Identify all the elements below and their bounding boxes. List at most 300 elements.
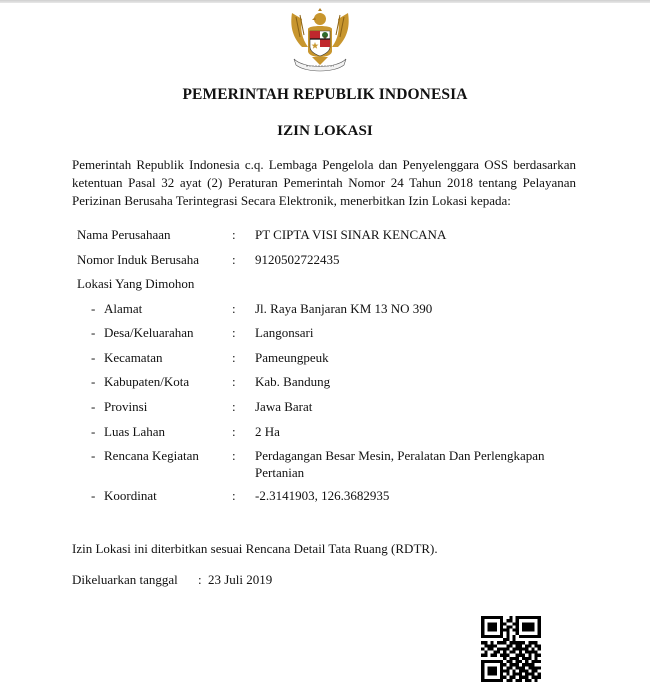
- qr-module: [538, 647, 541, 650]
- qr-module: [522, 647, 525, 650]
- qr-module: [503, 641, 506, 644]
- qr-module: [500, 676, 503, 679]
- qr-module: [487, 669, 490, 672]
- intro-paragraph: [72, 156, 576, 210]
- qr-module: [500, 647, 503, 650]
- qr-module: [522, 629, 525, 632]
- bullet-dash: -: [91, 301, 96, 316]
- qr-module: [500, 619, 503, 622]
- qr-module: [503, 657, 506, 660]
- qr-module: [500, 635, 503, 638]
- qr-module: [491, 641, 494, 644]
- qr-module: [538, 676, 541, 679]
- nib-label: Nomor Induk Berusaha: [77, 252, 200, 267]
- qr-module: [484, 635, 487, 638]
- qr-module: [509, 644, 512, 647]
- qr-module: [481, 616, 484, 619]
- qr-module: [509, 619, 512, 622]
- qr-module: [535, 660, 538, 663]
- qr-module: [525, 676, 528, 679]
- qr-module: [531, 647, 534, 650]
- qr-module: [506, 638, 509, 641]
- qr-module: [494, 622, 497, 625]
- qr-module: [535, 669, 538, 672]
- qr-module: [484, 654, 487, 657]
- issued-row: [0, 571, 650, 588]
- qr-module: [516, 647, 519, 650]
- location-label: Provinsi: [104, 399, 148, 414]
- qr-module: [487, 625, 490, 628]
- location-label: Alamat: [104, 301, 143, 316]
- qr-module: [513, 669, 516, 672]
- qr-module: [491, 616, 494, 619]
- intro-line: ketentuan Pasal 32 ayat (2) Peraturan Pemerintah Nomor 24 Tahun 2018 tentang Pelayanan: [72, 175, 576, 190]
- intro-line: Pemerintah Republik Indonesia c.q. Lembaga Pengelola dan Penyelenggara OSS berdasarkan: [72, 157, 576, 172]
- qr-module: [528, 641, 531, 644]
- qr-module: [494, 666, 497, 669]
- government-title: PEMERINTAH REPUBLIK INDONESIA: [182, 86, 468, 103]
- qr-module: [528, 622, 531, 625]
- qr-module: [516, 654, 519, 657]
- qr-module: [506, 654, 509, 657]
- qr-module: [506, 669, 509, 672]
- qr-module: [481, 654, 484, 657]
- qr-module: [494, 669, 497, 672]
- location-value: Perdagangan Besar Mesin, Peralatan Dan Perlengkapan Pertanian: [255, 448, 545, 480]
- qr-module: [494, 660, 497, 663]
- qr-module: [491, 625, 494, 628]
- qr-code-icon: [478, 614, 544, 684]
- qr-module: [497, 647, 500, 650]
- qr-module: [506, 625, 509, 628]
- qr-module: [528, 657, 531, 660]
- qr-module: [538, 619, 541, 622]
- qr-module: [522, 654, 525, 657]
- qr-module: [494, 629, 497, 632]
- qr-module: [500, 666, 503, 669]
- qr-module: [528, 679, 531, 682]
- qr-module: [535, 644, 538, 647]
- qr-module: [519, 666, 522, 669]
- qr-module: [509, 616, 512, 619]
- qr-module: [528, 635, 531, 638]
- qr-module: [525, 629, 528, 632]
- qr-module: [487, 622, 490, 625]
- qr-module: [516, 625, 519, 628]
- qr-module: [494, 616, 497, 619]
- qr-module: [531, 666, 534, 669]
- qr-module: [522, 663, 525, 666]
- rdtr-statement: Izin Lokasi ini diterbitkan sesuai Rencana Detail Tata Ruang (RDTR).: [72, 541, 438, 556]
- qr-module: [497, 651, 500, 654]
- qr-module: [528, 651, 531, 654]
- qr-module: [525, 663, 528, 666]
- qr-module: [509, 651, 512, 654]
- document-title: IZIN LOKASI: [277, 123, 373, 139]
- qr-module: [522, 657, 525, 660]
- location-label: Koordinat: [104, 488, 157, 503]
- qr-module: [516, 660, 519, 663]
- garuda-emblem-icon: [288, 7, 352, 73]
- qr-module: [491, 660, 494, 663]
- qr-module: [481, 669, 484, 672]
- separator: :: [232, 325, 236, 340]
- location-value: Jawa Barat: [255, 399, 313, 414]
- qr-module: [500, 663, 503, 666]
- qr-module: [481, 622, 484, 625]
- qr-module: [531, 635, 534, 638]
- issued-date: 23 Juli 2019: [208, 572, 273, 587]
- qr-module: [516, 619, 519, 622]
- qr-module: [513, 629, 516, 632]
- qr-module: [500, 654, 503, 657]
- qr-module: [500, 622, 503, 625]
- qr-module: [491, 647, 494, 650]
- qr-module: [531, 651, 534, 654]
- qr-module: [481, 663, 484, 666]
- qr-module: [519, 660, 522, 663]
- qr-module: [516, 644, 519, 647]
- location-label: Desa/Keluarahan: [104, 325, 194, 340]
- qr-module: [535, 654, 538, 657]
- qr-module: [500, 679, 503, 682]
- qr-module: [519, 635, 522, 638]
- separator: :: [232, 448, 236, 463]
- qr-module: [503, 629, 506, 632]
- qr-module: [484, 660, 487, 663]
- qr-module: [525, 651, 528, 654]
- qr-module: [535, 676, 538, 679]
- location-value: Jl. Raya Banjaran KM 13 NO 390: [255, 301, 433, 316]
- qr-module: [522, 616, 525, 619]
- company-name-row: [0, 226, 650, 243]
- qr-module: [494, 651, 497, 654]
- qr-module: [500, 632, 503, 635]
- qr-module: [506, 635, 509, 638]
- qr-module: [538, 644, 541, 647]
- qr-module: [481, 666, 484, 669]
- qr-module: [503, 654, 506, 657]
- qr-module: [484, 641, 487, 644]
- qr-module: [497, 660, 500, 663]
- qr-module: [528, 673, 531, 676]
- qr-module: [528, 625, 531, 628]
- separator: :: [232, 252, 236, 267]
- location-row-kabupaten: [0, 373, 650, 390]
- qr-module: [519, 644, 522, 647]
- qr-module: [516, 622, 519, 625]
- qr-module: [487, 635, 490, 638]
- qr-module: [516, 679, 519, 682]
- location-heading: Lokasi Yang Dimohon: [77, 276, 195, 291]
- qr-module: [494, 625, 497, 628]
- qr-module: [481, 629, 484, 632]
- bullet-dash: -: [91, 350, 96, 365]
- qr-module: [481, 635, 484, 638]
- qr-module: [516, 657, 519, 660]
- location-row-provinsi: [0, 398, 650, 415]
- qr-module: [516, 616, 519, 619]
- qr-module: [538, 625, 541, 628]
- qr-module: [494, 654, 497, 657]
- qr-module: [525, 647, 528, 650]
- qr-module: [525, 616, 528, 619]
- qr-module: [481, 641, 484, 644]
- qr-module: [538, 616, 541, 619]
- qr-module: [519, 651, 522, 654]
- issued-label: Dikeluarkan tanggal: [72, 572, 178, 587]
- qr-module: [535, 666, 538, 669]
- location-label: Rencana Kegiatan: [104, 448, 199, 463]
- qr-module: [487, 629, 490, 632]
- separator: :: [232, 424, 236, 439]
- qr-module: [500, 669, 503, 672]
- qr-module: [531, 660, 534, 663]
- qr-module: [500, 641, 503, 644]
- qr-module: [503, 638, 506, 641]
- viewer-top-bar: [0, 0, 650, 3]
- qr-module: [513, 663, 516, 666]
- qr-module: [513, 622, 516, 625]
- qr-module: [484, 679, 487, 682]
- qr-module: [538, 632, 541, 635]
- qr-module: [538, 660, 541, 663]
- nib-row: [0, 251, 650, 268]
- qr-module: [481, 625, 484, 628]
- qr-module: [535, 635, 538, 638]
- qr-module: [538, 635, 541, 638]
- qr-module: [538, 666, 541, 669]
- qr-module: [538, 629, 541, 632]
- qr-module: [513, 657, 516, 660]
- qr-module: [528, 629, 531, 632]
- qr-module: [503, 676, 506, 679]
- qr-module: [503, 622, 506, 625]
- qr-module: [516, 666, 519, 669]
- qr-module: [522, 635, 525, 638]
- qr-module: [484, 644, 487, 647]
- qr-module: [509, 660, 512, 663]
- qr-module: [519, 647, 522, 650]
- qr-module: [509, 625, 512, 628]
- qr-module: [513, 651, 516, 654]
- qr-module: [513, 673, 516, 676]
- qr-module: [506, 632, 509, 635]
- qr-module: [513, 676, 516, 679]
- qr-module: [535, 641, 538, 644]
- separator: :: [232, 350, 236, 365]
- qr-module: [531, 641, 534, 644]
- qr-module: [503, 669, 506, 672]
- qr-module: [528, 616, 531, 619]
- qr-module: [522, 622, 525, 625]
- qr-module: [535, 651, 538, 654]
- qr-module: [519, 641, 522, 644]
- qr-module: [535, 679, 538, 682]
- qr-module: [506, 673, 509, 676]
- qr-module: [531, 673, 534, 676]
- qr-module: [503, 647, 506, 650]
- qr-module: [500, 616, 503, 619]
- qr-module: [528, 666, 531, 669]
- location-label: Kecamatan: [104, 350, 163, 365]
- qr-module: [487, 644, 490, 647]
- qr-module: [528, 644, 531, 647]
- qr-module: [481, 619, 484, 622]
- qr-module: [538, 673, 541, 676]
- qr-module: [519, 654, 522, 657]
- location-value: -2.3141903, 126.3682935: [255, 488, 390, 503]
- qr-module: [528, 654, 531, 657]
- location-value: Kab. Bandung: [255, 374, 331, 389]
- qr-module: [481, 679, 484, 682]
- qr-module: [500, 625, 503, 628]
- qr-module: [522, 666, 525, 669]
- qr-module: [500, 660, 503, 663]
- qr-module: [516, 629, 519, 632]
- bullet-dash: -: [91, 424, 96, 439]
- location-label: Luas Lahan: [104, 424, 166, 439]
- location-row-koordinat: [0, 487, 650, 504]
- qr-module: [531, 629, 534, 632]
- qr-module: [506, 644, 509, 647]
- qr-module: [506, 629, 509, 632]
- qr-module: [525, 644, 528, 647]
- qr-module: [535, 616, 538, 619]
- qr-module: [487, 660, 490, 663]
- qr-module: [513, 641, 516, 644]
- location-row-desa: [0, 324, 650, 341]
- qr-module: [525, 679, 528, 682]
- qr-module: [516, 632, 519, 635]
- qr-module: [525, 673, 528, 676]
- company-name-value: PT CIPTA VISI SINAR KENCANA: [255, 227, 447, 242]
- location-row-rencana: [0, 447, 650, 480]
- qr-module: [509, 657, 512, 660]
- qr-module: [513, 638, 516, 641]
- qr-module: [506, 666, 509, 669]
- bullet-dash: -: [91, 399, 96, 414]
- qr-module: [481, 647, 484, 650]
- qr-module: [513, 635, 516, 638]
- intro-line: Perizinan Berusaha Terintegrasi Secara Elektronik, menerbitkan Izin Lokasi kepada:: [72, 193, 511, 208]
- qr-module: [481, 632, 484, 635]
- qr-module: [516, 673, 519, 676]
- qr-module: [531, 622, 534, 625]
- company-name-label: Nama Perusahaan: [77, 227, 171, 242]
- qr-module: [484, 651, 487, 654]
- qr-module: [525, 669, 528, 672]
- qr-module: [509, 641, 512, 644]
- qr-module: [522, 676, 525, 679]
- bullet-dash: -: [91, 488, 96, 503]
- qr-module: [503, 663, 506, 666]
- qr-module: [509, 666, 512, 669]
- qr-module: [481, 660, 484, 663]
- qr-module: [513, 647, 516, 650]
- qr-module: [531, 625, 534, 628]
- bullet-dash: -: [91, 374, 96, 389]
- qr-module: [531, 669, 534, 672]
- qr-module: [487, 647, 490, 650]
- qr-module: [509, 679, 512, 682]
- qr-module: [538, 622, 541, 625]
- qr-module: [525, 660, 528, 663]
- location-row-alamat: [0, 300, 650, 317]
- qr-module: [506, 647, 509, 650]
- qr-module: [531, 676, 534, 679]
- qr-module: [500, 673, 503, 676]
- qr-module: [491, 635, 494, 638]
- qr-module: [522, 641, 525, 644]
- qr-module: [494, 673, 497, 676]
- qr-module: [525, 625, 528, 628]
- qr-module: [497, 641, 500, 644]
- qr-module: [516, 663, 519, 666]
- separator: :: [232, 399, 236, 414]
- qr-module: [484, 616, 487, 619]
- qr-module: [487, 666, 490, 669]
- qr-module: [491, 654, 494, 657]
- qr-module: [538, 654, 541, 657]
- qr-module: [487, 616, 490, 619]
- location-value: Langonsari: [255, 325, 314, 340]
- location-value: Pameungpeuk: [255, 350, 329, 365]
- qr-module: [491, 644, 494, 647]
- qr-module: [519, 616, 522, 619]
- qr-module: [525, 635, 528, 638]
- qr-module: [506, 679, 509, 682]
- qr-module: [509, 676, 512, 679]
- separator: :: [232, 488, 236, 503]
- qr-module: [491, 629, 494, 632]
- qr-module: [506, 660, 509, 663]
- location-row-kecamatan: [0, 349, 650, 366]
- qr-module: [491, 666, 494, 669]
- qr-module: [509, 663, 512, 666]
- qr-module: [531, 663, 534, 666]
- qr-module: [487, 679, 490, 682]
- separator: :: [232, 301, 236, 316]
- qr-module: [519, 679, 522, 682]
- qr-module: [525, 622, 528, 625]
- separator: :: [198, 572, 202, 587]
- qr-module: [497, 616, 500, 619]
- qr-module: [487, 673, 490, 676]
- qr-module: [491, 622, 494, 625]
- qr-module: [522, 625, 525, 628]
- qr-module: [516, 641, 519, 644]
- qr-module: [519, 673, 522, 676]
- qr-module: [491, 673, 494, 676]
- qr-module: [519, 676, 522, 679]
- separator: :: [232, 227, 236, 242]
- location-heading-row: [0, 275, 650, 292]
- qr-module: [494, 679, 497, 682]
- location-row-luas: [0, 423, 650, 440]
- qr-module: [531, 616, 534, 619]
- bullet-dash: -: [91, 325, 96, 340]
- qr-module: [494, 635, 497, 638]
- qr-module: [506, 619, 509, 622]
- separator: :: [232, 374, 236, 389]
- qr-module: [522, 669, 525, 672]
- nib-value: 9120502722435: [255, 252, 340, 267]
- qr-module: [519, 669, 522, 672]
- qr-module: [481, 676, 484, 679]
- location-value: 2 Ha: [255, 424, 280, 439]
- bullet-dash: -: [91, 448, 96, 463]
